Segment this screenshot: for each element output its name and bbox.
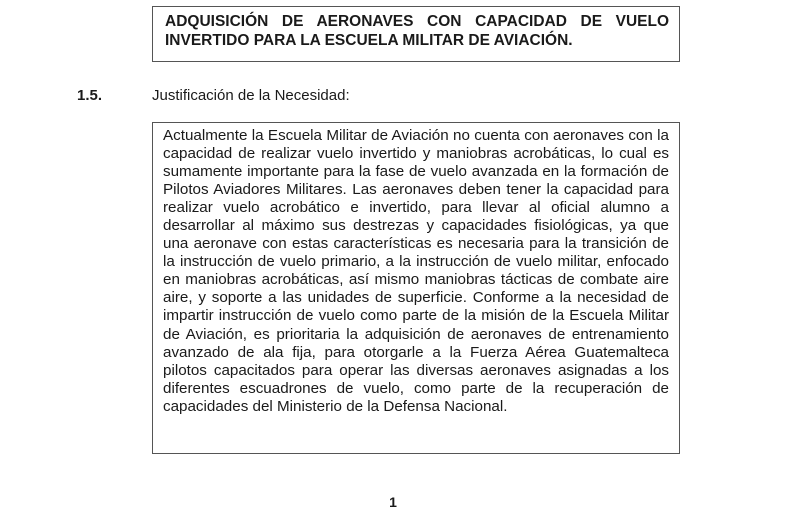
section-heading: Justificación de la Necesidad:	[152, 87, 350, 104]
section-number: 1.5.	[77, 87, 103, 104]
document-title-line-1: ADQUISICIÓN DE AERONAVES CON CAPACIDAD DE VUELO	[165, 13, 669, 30]
document-title-line-2: INVERTIDO PARA LA ESCUELA MILITAR DE AVIACIÓN.	[165, 32, 573, 49]
justification-paragraph: Actualmente la Escuela Militar de Aviación no cuenta con aeronaves con la capacidad de realizar vuelo invertido y maniobras acrobáticas, lo cual es sumamente importante para la fase de vuelo avanzada en la formación de Pilotos Aviadores Militares. Las aeronaves deben tener la capacidad para realizar vuelo acrobático e invertido, para llevar al oficial alumno a desarrollar al máximo sus destrezas y capacidades fisiológicas, ya que una aeronave con estas características es necesaria para la transición de la instrucción de vuelo primario, a la instrucción de vuelo militar, enfocado en maniobras acrobáticas, así mismo maniobras tácticas de combate aire aire, y soporte a las unidades de superficie. Conforme a la necesidad de impartir instrucción de vuelo como parte de la misión de la Escuela Militar de Aviación, es prioritaria la adquisición de aeronaves de entrenamiento avanzado de ala fija, para otorgarle a la Fuerza Aérea Guatemalteca pilotos capacitados para operar las diversas aeronaves asignadas a los diferentes escuadrones de vuelo, como parte de la recuperación de capacidades del Ministerio de la Defensa Nacional.	[163, 127, 669, 415]
page-number: 1	[389, 494, 397, 510]
document-title-box	[152, 6, 680, 62]
justification-text-box	[152, 122, 680, 454]
